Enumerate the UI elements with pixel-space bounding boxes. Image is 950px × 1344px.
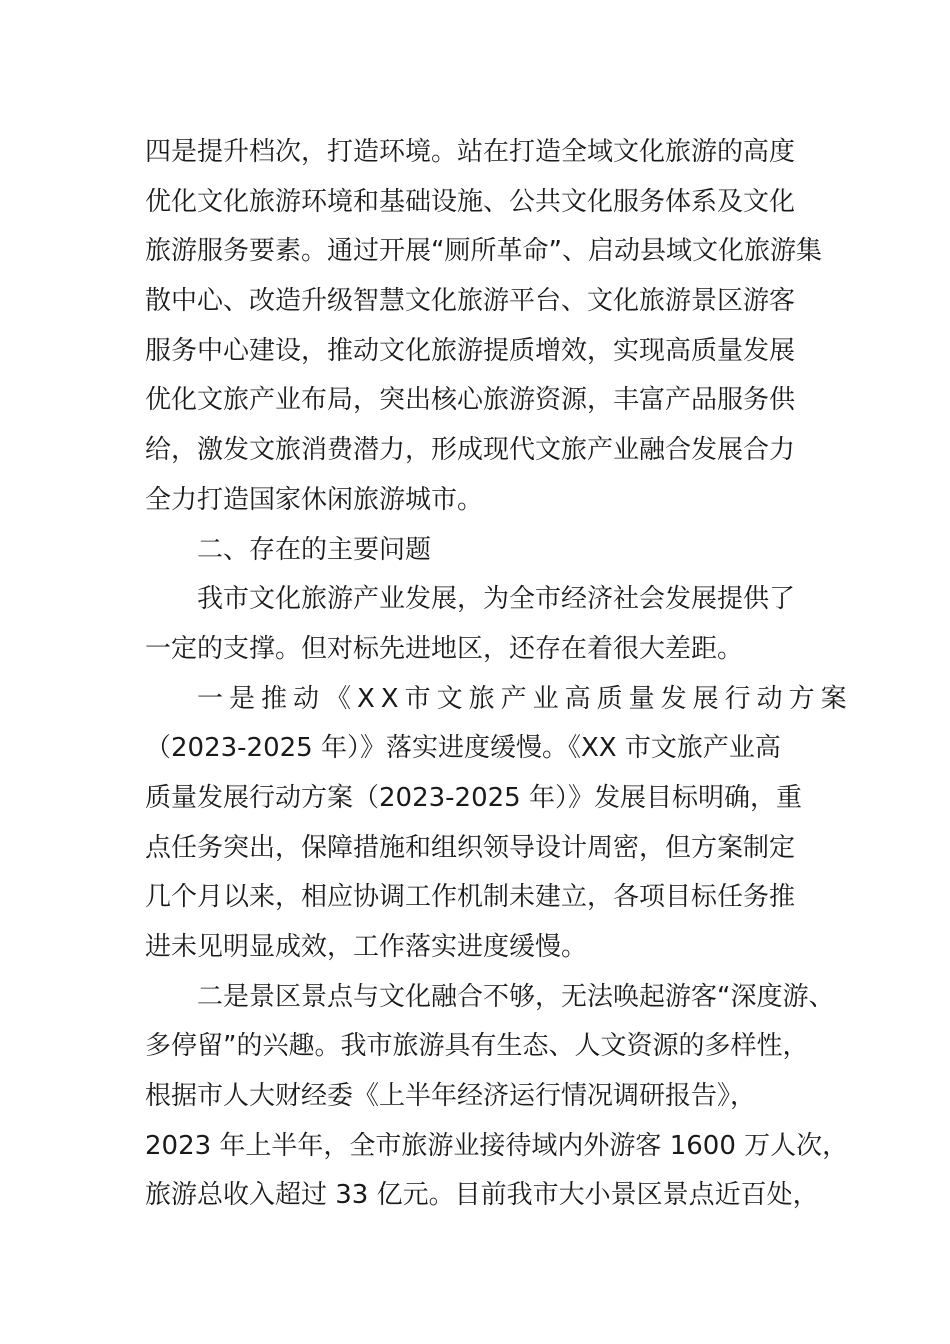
paragraph-line: 优化文旅产业布局，突出核心旅游资源，丰富产品服务供 [145, 385, 796, 416]
paragraph-line: （2023-2025 年）》落实进度缓慢。《XX 市文旅产业高 [145, 733, 781, 764]
paragraph-line: 旅游总收入超过 33 亿元。目前我市大小景区景点近百处， [145, 1180, 819, 1211]
paragraph-line: 四是提升档次，打造环境。站在打造全域文化旅游的高度 [145, 137, 796, 167]
paragraph-line: 二是景区景点与文化融合不够，无法唤起游客“深度游、 [197, 981, 835, 1012]
paragraph-line: 给，激发文旅消费潜力，形成现代文旅产业融合发展合力 [145, 435, 796, 466]
paragraph-line: 优化文化旅游环境和基础设施、公共文化服务体系及文化 [145, 186, 796, 217]
paragraph-line: 全力打造国家休闲旅游城市。 [145, 484, 484, 515]
paragraph-line: 散中心、改造升级智慧文化旅游平台、文化旅游景区游客 [145, 286, 796, 317]
paragraph-line: 质量发展行动方案（2023-2025 年）》发展目标明确，重 [145, 782, 802, 813]
paragraph-line: 我市文化旅游产业发展，为全市经济社会发展提供了 [197, 584, 796, 615]
paragraph-line: 服务中心建设，推动文化旅游提质增效，实现高质量发展 [145, 335, 796, 366]
paragraph-line: 2023 年上半年，全市旅游业接待域内外游客 1600 万人次， [145, 1130, 849, 1161]
paragraph-line: 旅游服务要素。通过开展“厕所革命”、启动县域文化旅游集 [145, 236, 822, 267]
paragraph-line: 几个月以来，相应协调工作机制未建立，各项目标任务推 [145, 882, 796, 913]
paragraph-line: 进未见明显成效，工作落实进度缓慢。 [145, 932, 588, 962]
paragraph-line: 根据市人大财经委《上半年经济运行情况调研报告》， [145, 1081, 757, 1112]
paragraph-line: 多停留”的兴趣。我市旅游具有生态、人文资源的多样性， [145, 1031, 809, 1062]
section-heading: 二、存在的主要问题 [197, 534, 432, 565]
paragraph-line: 一定的支撑。但对标先进地区，还存在着很大差距。 [145, 633, 744, 664]
document-body [145, 128, 853, 1221]
paragraph-line: 一是推动《XX市文旅产业高质量发展行动方案 [197, 683, 853, 714]
paragraph-line: 点任务突出，保障措施和组织领导设计周密，但方案制定 [145, 832, 796, 863]
